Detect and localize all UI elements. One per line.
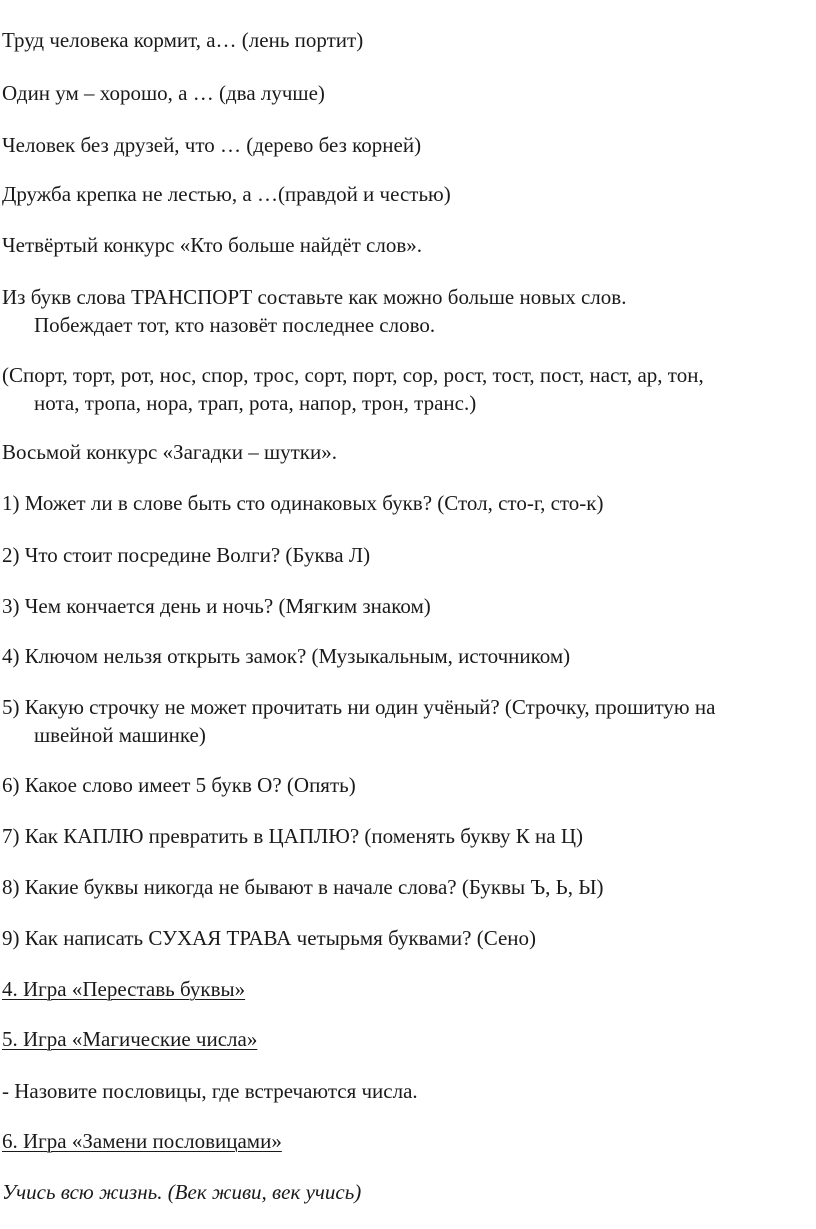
contest4-answers-line2: нота, тропа, нора, трап, рота, напор, трон, транс.) bbox=[34, 391, 477, 415]
game6-example: Учись всю жизнь. (Век живи, век учись) bbox=[2, 1180, 362, 1204]
riddle-8: 8) Какие буквы никогда не бывают в начале слова? (Буквы Ъ, Ь, Ы) bbox=[2, 875, 604, 899]
riddle-6: 6) Какое слово имеет 5 букв О? (Опять) bbox=[2, 773, 356, 797]
riddle-5: 5) Какую строчку не может прочитать ни один учёный? (Строчку, прошитую на bbox=[2, 695, 716, 719]
game5-heading: 5. Игра «Магические числа» bbox=[2, 1027, 258, 1051]
riddle-4: 4) Ключом нельзя открыть замок? (Музыкальным, источником) bbox=[2, 644, 571, 668]
proverb-4: Дружба крепка не лестью, а …(правдой и честью) bbox=[2, 182, 451, 206]
game4-heading: 4. Игра «Переставь буквы» bbox=[2, 977, 246, 1001]
proverb-3: Человек без друзей, что … (дерево без корней) bbox=[2, 133, 422, 157]
game6-heading: 6. Игра «Замени пословицами» bbox=[2, 1129, 282, 1153]
game5-task: - Назовите пословицы, где встречаются числа. bbox=[2, 1079, 418, 1103]
riddle-7: 7) Как КАПЛЮ превратить в ЦАПЛЮ? (поменять букву К на Ц) bbox=[2, 824, 583, 848]
contest8-title: Восьмой конкурс «Загадки – шутки». bbox=[2, 440, 337, 464]
riddle-3: 3) Чем кончается день и ночь? (Мягким знаком) bbox=[2, 594, 431, 618]
contest4-task-line2: Побеждает тот, кто назовёт последнее слово. bbox=[34, 313, 436, 337]
riddle-1: 1) Может ли в слове быть сто одинаковых букв? (Стол, сто-г, сто-к) bbox=[2, 491, 604, 515]
riddle-9: 9) Как написать СУХАЯ ТРАВА четырьмя буквами? (Сено) bbox=[2, 926, 537, 950]
contest4-title: Четвёртый конкурс «Кто больше найдёт слов». bbox=[2, 233, 422, 257]
riddle-5-continuation: швейной машинке) bbox=[34, 723, 206, 747]
contest4-task-line1: Из букв слова ТРАНСПОРТ составьте как можно больше новых слов. bbox=[2, 285, 627, 309]
riddle-2: 2) Что стоит посредине Волги? (Буква Л) bbox=[2, 543, 371, 567]
proverb-1: Труд человека кормит, а… (лень портит) bbox=[2, 28, 364, 52]
contest4-answers-line1: (Спорт, торт, рот, нос, спор, трос, сорт, порт, сор, рост, тост, пост, наст, ар, тон, bbox=[2, 363, 704, 387]
proverb-2: Один ум – хорошо, а … (два лучше) bbox=[2, 81, 325, 105]
